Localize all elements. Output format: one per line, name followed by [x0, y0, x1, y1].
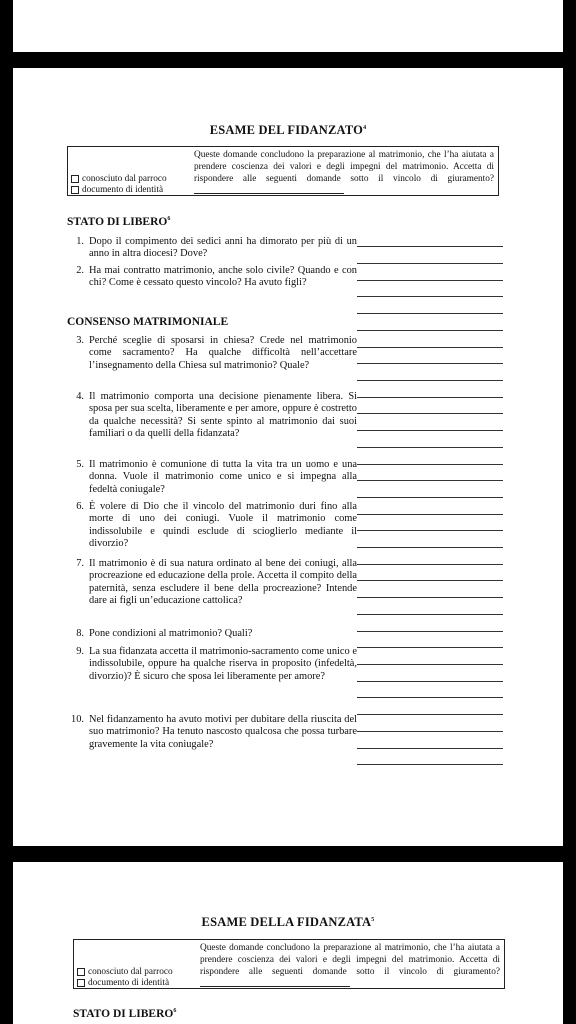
answer-line[interactable]	[357, 764, 503, 765]
question-9: 9. La sua fidanzata accetta il matrimonio-sacramento come unico e indissolubile, oppure ha qualche riserva in proposito (infedeltà, divorzio)? È sicuro che sposa lei liberamente per amore?	[76, 646, 357, 682]
answer-line[interactable]	[357, 246, 503, 247]
answer-line[interactable]	[357, 330, 503, 331]
intro-box	[73, 939, 505, 989]
answer-line[interactable]	[357, 430, 503, 431]
answer-line[interactable]	[357, 614, 503, 615]
page-title: ESAME DELLA FIDANZATA$^5$	[201, 915, 375, 929]
answer-line[interactable]	[357, 447, 503, 448]
question-8: 8. Pone condizioni al matrimonio? Quali?	[76, 628, 253, 639]
answer-line[interactable]	[357, 681, 503, 682]
oath-signature-line[interactable]	[200, 978, 350, 987]
answer-line[interactable]	[357, 514, 503, 515]
question-6: 6. È volere di Dio che il vincolo del matrimonio duri fino alla morte di uno dei coniugi. Vuole il matrimonio come indissolubile e quindi esclude di scioglierlo mediante il divorzio?	[76, 501, 357, 549]
intro-box	[67, 146, 499, 196]
oath-signature-line[interactable]	[194, 185, 344, 194]
page-title: ESAME DEL FIDANZATO$^4$	[209, 123, 367, 137]
answer-line[interactable]	[357, 631, 503, 632]
answer-line[interactable]	[357, 748, 503, 749]
answer-line[interactable]	[357, 497, 503, 498]
answer-line[interactable]	[357, 296, 503, 297]
title-footnote: 5	[371, 916, 375, 923]
checkbox-square-icon[interactable]	[71, 175, 79, 183]
intro-text: Queste domande concludono la preparazione al matrimonio, che l’ha aiutata a prendere coscienza dei valori e degli impegni del matrimonio. Accetta di rispondere alle seguenti domande sotto il vincolo di giuramento?	[194, 149, 494, 198]
question-7: 7. Il matrimonio è di sua natura ordinato al bene dei coniugi, alla procreazione ed educazione della prole. Accetta il compito della paternità, senza escludere il bene della procreazione? Intende dare ai figli un’educazione cattolica?	[76, 558, 357, 606]
answer-line[interactable]	[357, 397, 503, 398]
exam-groom-page	[13, 68, 563, 846]
answer-line[interactable]	[357, 530, 503, 531]
answer-line[interactable]	[357, 480, 503, 481]
answer-line[interactable]	[357, 313, 503, 314]
answer-line[interactable]	[357, 363, 503, 364]
intro-text: Queste domande concludono la preparazione al matrimonio, che l’ha aiutata a prendere coscienza dei valori e degli impegni del matrimonio. Accetta di rispondere alle seguenti domande sotto il vincolo di giuramento?	[200, 942, 500, 991]
question-2: 2. Ha mai contratto matrimonio, anche solo civile? Quando e con chi? Come è cessato questo vincolo? Ha avuto figli?	[76, 265, 357, 289]
title-footnote: 4	[363, 124, 367, 131]
answer-line[interactable]	[357, 280, 503, 281]
answer-line[interactable]	[357, 580, 503, 581]
question-1: 1. Dopo il compimento dei sedici anni ha dimorato per più di un anno in altra diocesi? Dove?	[76, 236, 357, 260]
checkbox-square-icon[interactable]	[71, 186, 79, 194]
answer-line[interactable]	[357, 464, 503, 465]
previous-page-fragment	[13, 0, 563, 52]
answer-line[interactable]	[357, 380, 503, 381]
checkbox-identity-document[interactable]: documento di identità	[71, 184, 163, 196]
answer-line[interactable]	[357, 547, 503, 548]
section-title-stato-libero: STATO DI LIBERO$^6$	[73, 1008, 177, 1020]
checkbox-square-icon[interactable]	[77, 979, 85, 987]
answer-line[interactable]	[357, 697, 503, 698]
exam-bride-page	[13, 862, 563, 1024]
answer-line[interactable]	[357, 647, 503, 648]
question-3: 3. Perché sceglie di sposarsi in chiesa? Crede nel matrimonio come sacramento? Ha qualche difficoltà nell’accettare l’insegnamento della Chiesa sul matrimonio? Quale?	[76, 335, 357, 371]
section-title-consenso: CONSENSO MATRIMONIALE	[67, 316, 229, 328]
checkbox-square-icon[interactable]	[77, 968, 85, 976]
answer-line[interactable]	[357, 263, 503, 264]
question-4: 4. Il matrimonio comporta una decisione pienamente libera. Si sposa per sua scelta, liberamente e per amore, oppure è costretto da qualche necessità? Si sente spinto al matrimonio dai suoi familiari o da quelli della fidanzata?	[76, 391, 357, 439]
answer-line[interactable]	[357, 714, 503, 715]
answer-line[interactable]	[357, 597, 503, 598]
answer-line[interactable]	[357, 664, 503, 665]
answer-line[interactable]	[357, 731, 503, 732]
answer-line[interactable]	[357, 347, 503, 348]
answer-line[interactable]	[357, 413, 503, 414]
checkbox-identity-document[interactable]: documento di identità	[77, 977, 169, 989]
question-5: 5. Il matrimonio è comunione di tutta la vita tra un uomo e una donna. Vuole il matrimonio come unico e si impegna alla fedeltà coniugale?	[76, 459, 357, 495]
section-title-stato-libero: STATO DI LIBERO$^6$	[67, 216, 171, 228]
checkbox-known-by-parish-priest[interactable]: conosciuto dal parroco	[71, 173, 167, 185]
answer-line[interactable]	[357, 564, 503, 565]
checkbox-known-by-parish-priest[interactable]: conosciuto dal parroco	[77, 966, 173, 978]
question-10: 10. Nel fidanzamento ha avuto motivi per dubitare della riuscita del suo matrimonio? Ha tenuto nascosto qualcosa che possa turbare gravemente la vita coniugale?	[71, 714, 357, 750]
